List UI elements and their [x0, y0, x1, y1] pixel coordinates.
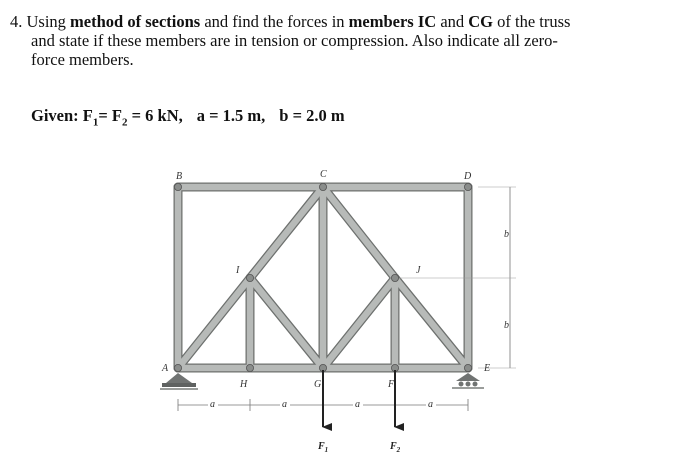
pin-support-a	[160, 373, 198, 389]
pin-d	[464, 183, 471, 190]
member-ai	[178, 278, 250, 368]
joint-label-g: G	[314, 379, 322, 390]
dim-a-label-3: a	[355, 399, 360, 410]
pin-e	[464, 364, 471, 371]
pin-i	[246, 274, 253, 281]
given-b-value: b = 2.0 m	[279, 106, 345, 125]
problem-line-1-segment: method of sections	[70, 12, 201, 31]
problem-line-1-segment: of the truss	[493, 12, 571, 31]
joint-label-f: F	[388, 379, 395, 390]
joint-label-j: J	[416, 265, 421, 276]
problem-line-2: and state if these members are in tension or compression. Also indicate all zero-	[31, 31, 558, 50]
f1-subscript: 1	[92, 116, 99, 129]
dim-b-upper-label: b	[504, 229, 509, 240]
pin-h	[246, 364, 253, 371]
load-f2-label: $F_2$	[390, 441, 401, 454]
pin-j	[391, 274, 398, 281]
problem-number: 4.	[10, 12, 23, 31]
joint-label-e: E	[484, 363, 491, 374]
given-force-value: = 6 kN,	[131, 106, 183, 125]
problem-line-1-segment: and	[436, 12, 469, 31]
pin-c	[319, 183, 326, 190]
pin-b	[174, 183, 181, 190]
dim-a-label-1: a	[210, 399, 215, 410]
problem-line-3: force members.	[31, 50, 134, 69]
dimension-b	[400, 187, 516, 368]
member-ic	[250, 187, 323, 278]
dim-b-lower-label: b	[504, 320, 509, 331]
dim-a-label-4: a	[428, 399, 433, 410]
joint-label-i: I	[236, 265, 240, 276]
problem-line-1-segment: members IC	[348, 12, 437, 31]
joint-label-h: H	[240, 379, 248, 390]
problem-line-1	[10, 12, 690, 31]
problem-statement	[10, 12, 690, 69]
roller-support-e	[452, 373, 484, 388]
pin-a	[174, 364, 181, 371]
problem-line-1-segment: CG	[468, 12, 494, 31]
problem-text-line-1	[27, 12, 571, 31]
given-eq: = F	[98, 106, 122, 125]
member-cj	[323, 187, 395, 278]
joint-label-d: D	[464, 171, 472, 182]
given-values	[31, 106, 345, 128]
truss-figure	[150, 165, 530, 463]
load-f1-label: $F_1$	[318, 441, 329, 454]
problem-line-1-segment: and find the forces in	[200, 12, 349, 31]
joint-label-a: A	[162, 363, 169, 374]
joint-label-c: C	[320, 169, 327, 180]
problem-line-1-segment: Using	[26, 12, 71, 31]
truss-members	[178, 187, 468, 368]
member-je	[395, 278, 468, 368]
joint-label-b: B	[176, 171, 183, 182]
member-ig	[250, 278, 323, 368]
f2-subscript: 2	[121, 116, 128, 129]
given-a-value: a = 1.5 m,	[196, 106, 266, 125]
dim-a-label-2: a	[282, 399, 287, 410]
given-prefix: Given: F	[31, 106, 93, 125]
member-gj	[323, 278, 395, 368]
